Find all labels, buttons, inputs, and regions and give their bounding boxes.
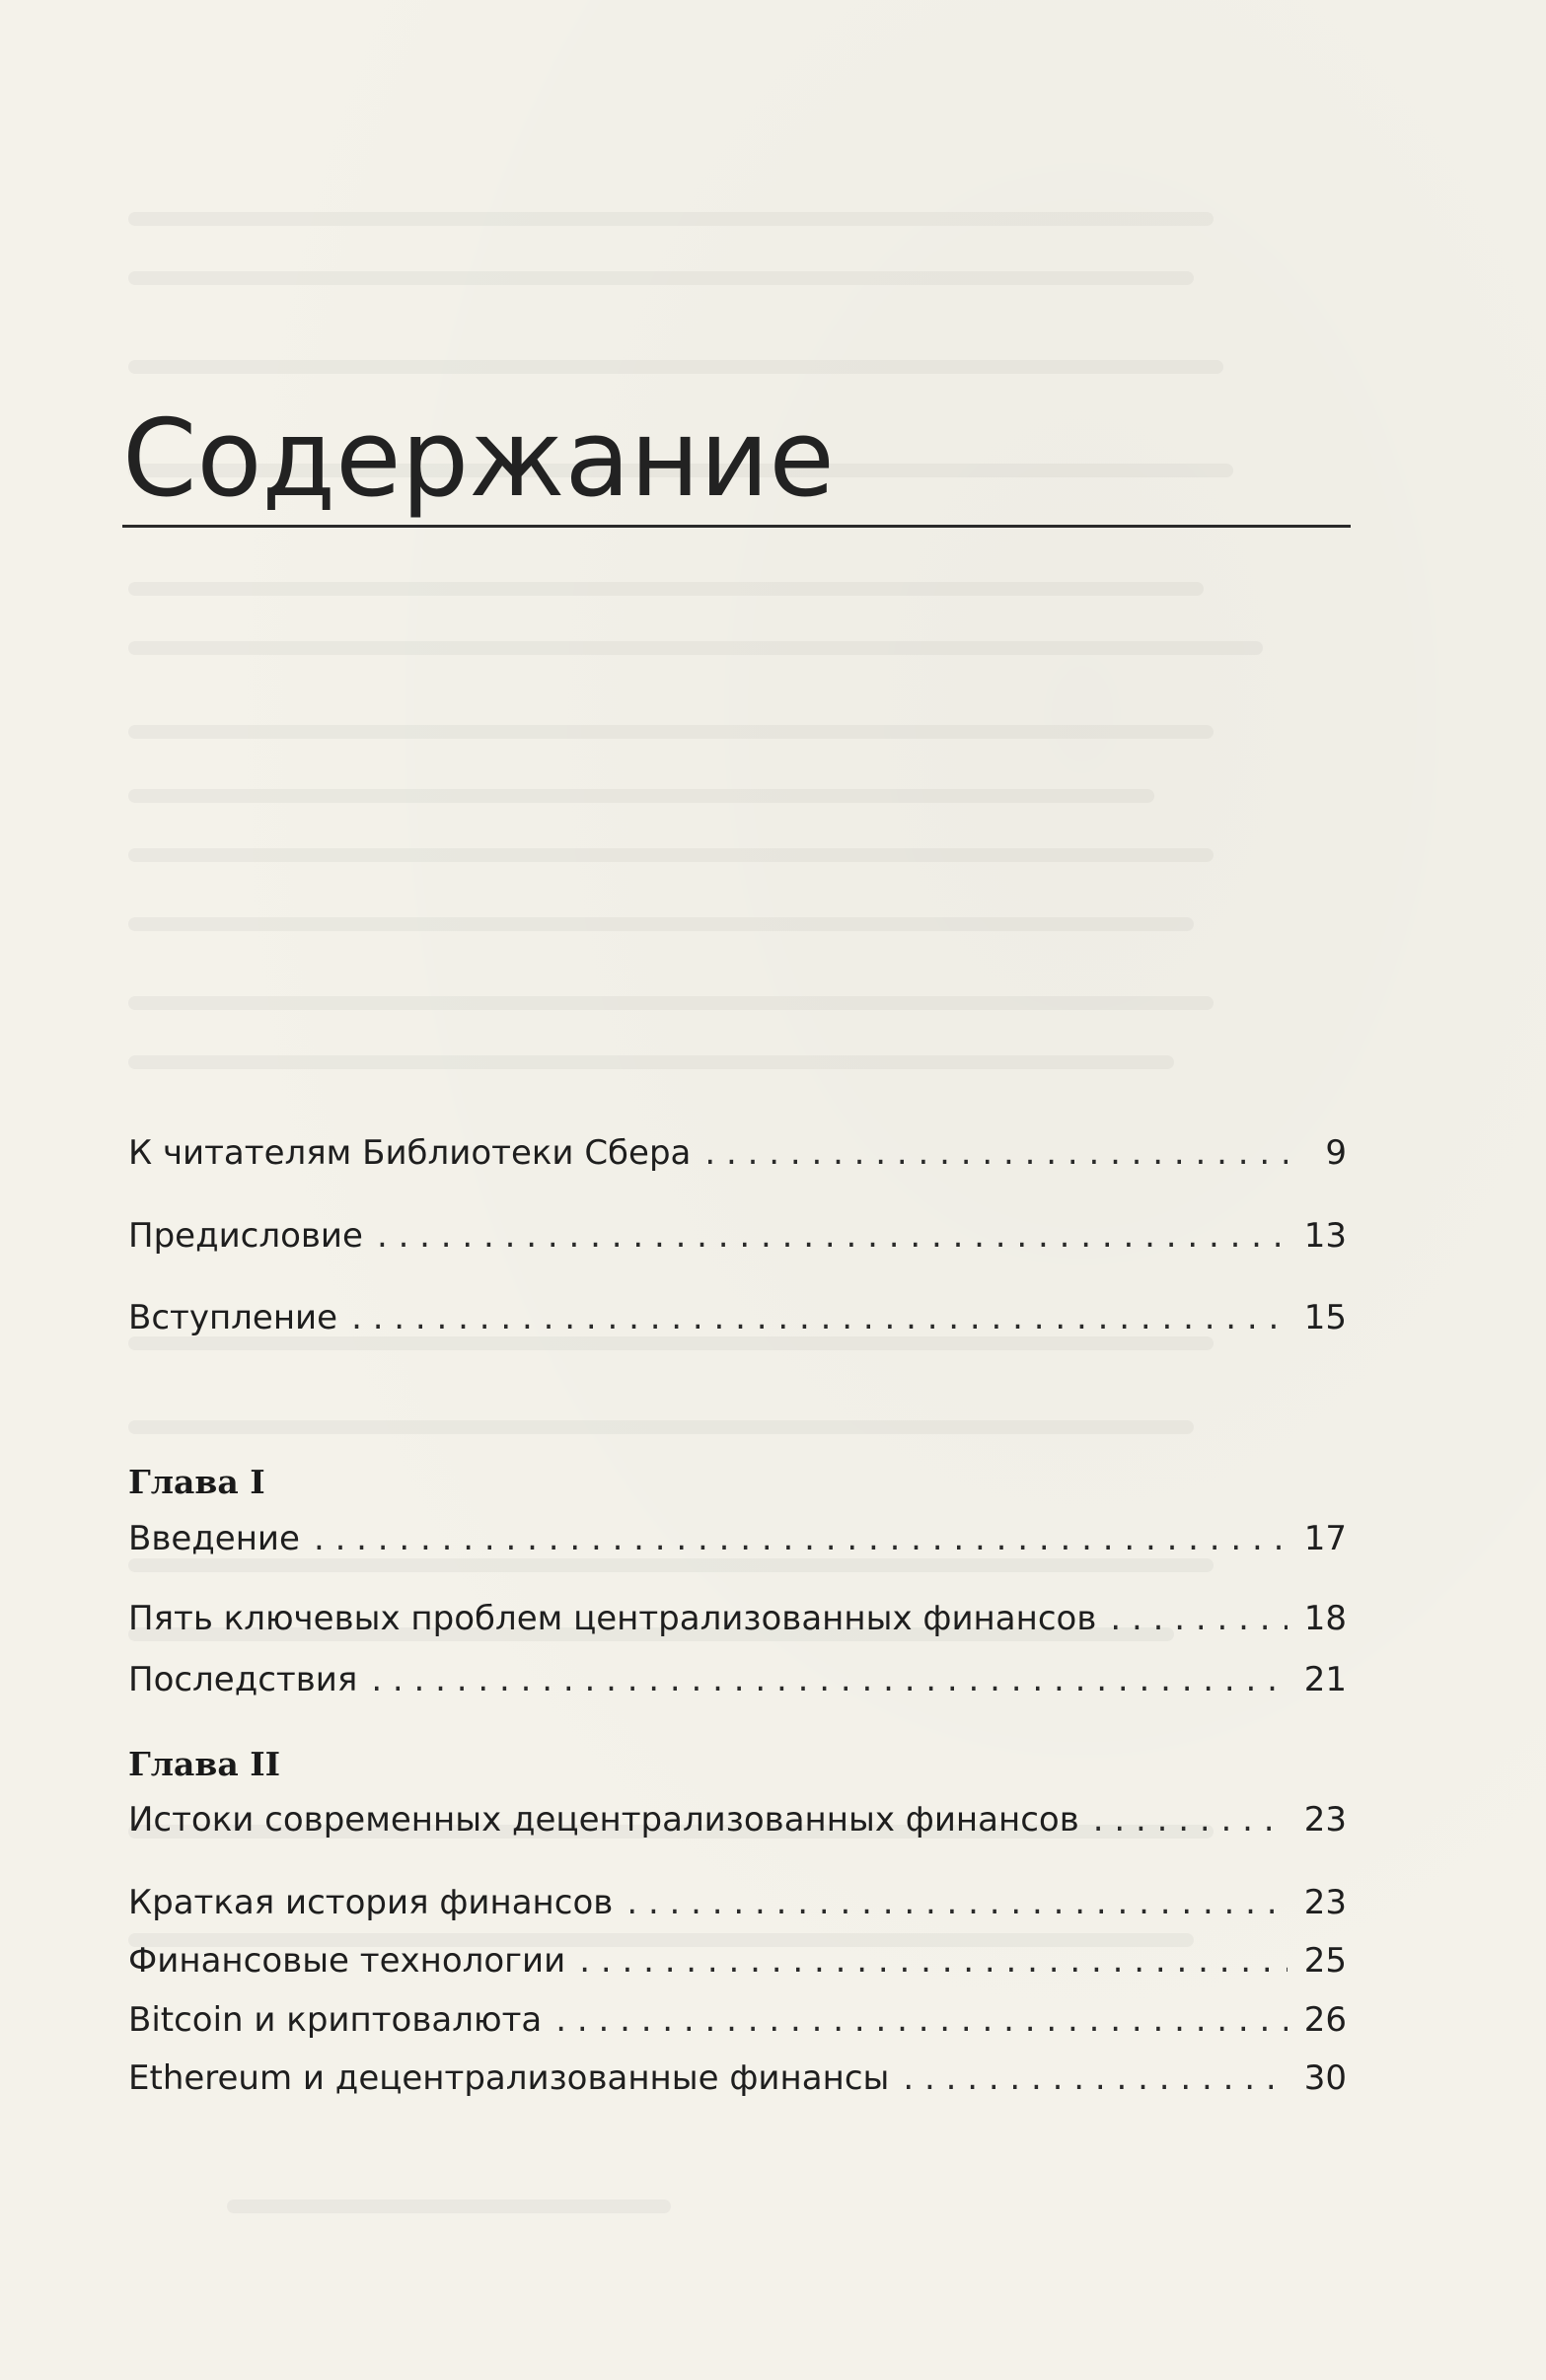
toc-entry-page: 25 [1303,1941,1347,1981]
dot-leader [555,1997,1288,2043]
toc-entry-label: Предисловие [128,1216,363,1256]
toc-entry[interactable] [128,1997,1347,2043]
chapter-heading: Глава I [128,1463,265,1501]
toc-entry-page: 17 [1303,1519,1347,1558]
dot-leader [1093,1797,1288,1842]
toc-entry[interactable] [128,1938,1347,1983]
toc-entry-label: Истоки современных децентрализованных финансов [128,1800,1079,1839]
toc-entry-page: 15 [1303,1298,1347,1337]
toc-entry-label: Финансовые технологии [128,1941,566,1981]
toc-entry[interactable] [128,1130,1347,1176]
toc-entry-page: 26 [1303,2000,1347,2040]
dot-leader [1110,1596,1288,1641]
toc-entry[interactable] [128,1797,1347,1842]
toc-entry[interactable] [128,1657,1347,1702]
dot-leader [626,1880,1288,1925]
dot-leader [371,1657,1288,1702]
dot-leader [314,1516,1288,1561]
title-underline [122,525,1351,528]
toc-entry-page: 9 [1325,1133,1347,1173]
toc-entry-page: 13 [1303,1216,1347,1256]
toc-entry-page: 23 [1303,1883,1347,1922]
toc-entry[interactable] [128,1880,1347,1925]
toc-entry-page: 30 [1303,2058,1347,2098]
toc-entry-label: Введение [128,1519,300,1558]
toc-entry-label: Вступление [128,1298,338,1337]
dot-leader [351,1295,1288,1340]
toc-entry[interactable] [128,2055,1347,2101]
toc-entry-page: 23 [1303,1800,1347,1839]
chapter-heading: Глава II [128,1745,281,1783]
toc-entry-page: 21 [1303,1660,1347,1699]
toc-entry[interactable] [128,1516,1347,1561]
dot-leader [704,1130,1288,1176]
toc-entry-page: 18 [1303,1599,1347,1638]
toc-entry[interactable] [128,1596,1347,1641]
dot-leader [579,1938,1288,1983]
dot-leader [903,2055,1288,2101]
page-title: Содержание [122,397,835,522]
dot-leader [377,1213,1288,1259]
toc-entry-label: Bitcoin и криптовалюта [128,2000,543,2040]
toc-entry[interactable] [128,1213,1347,1259]
toc-entry-label: Краткая история финансов [128,1883,614,1922]
toc-entry-label: К читателям Библиотеки Сбера [128,1133,692,1173]
toc-entry-label: Ethereum и децентрализованные финансы [128,2058,890,2098]
toc-entry-label: Последствия [128,1660,358,1699]
toc-entry[interactable] [128,1295,1347,1340]
toc-entry-label: Пять ключевых проблем централизованных финансов [128,1599,1097,1638]
